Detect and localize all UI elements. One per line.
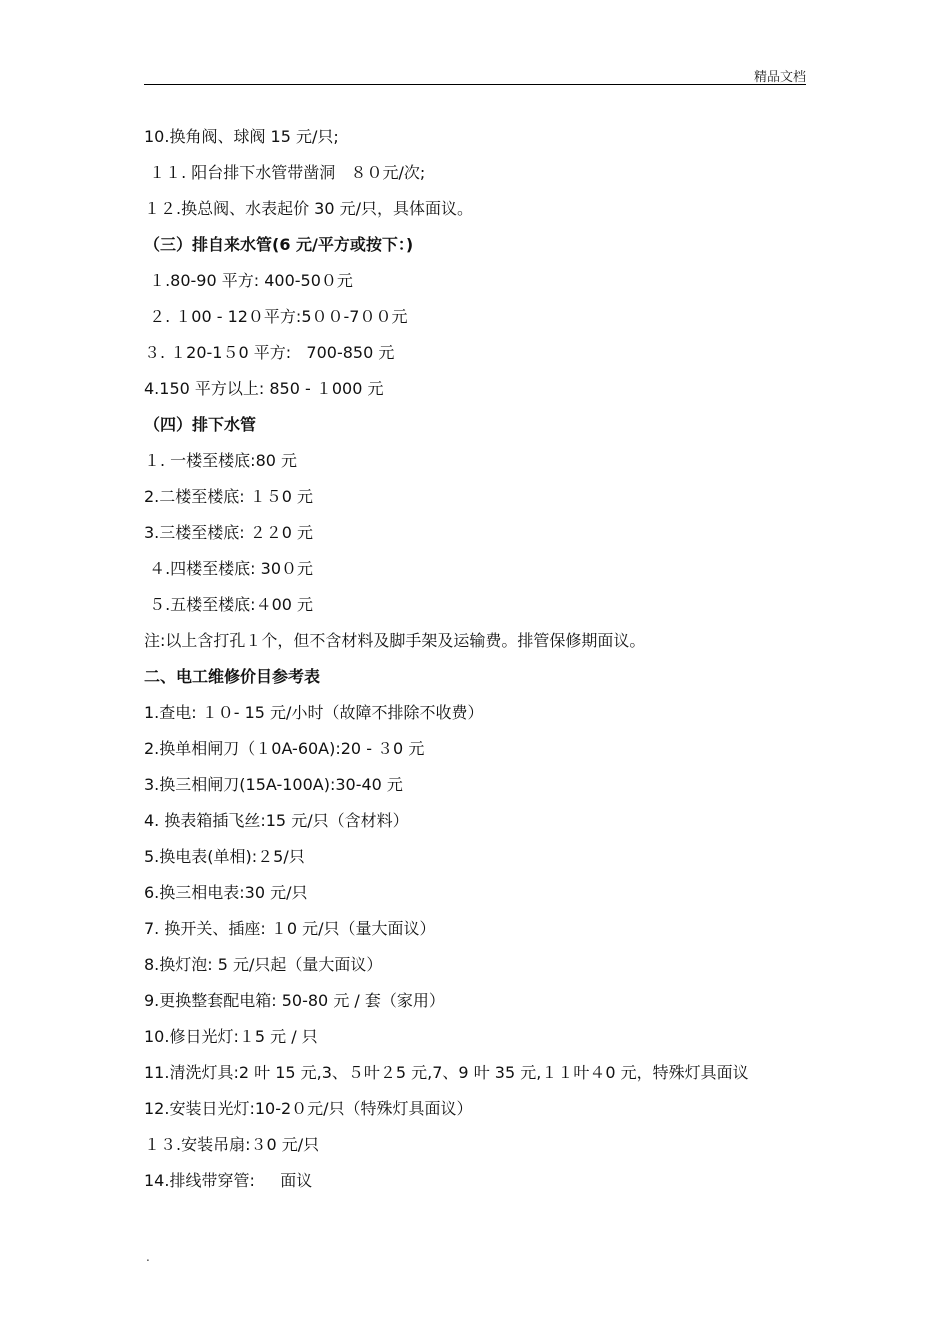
text-line: 注:以上含打孔１个，但不含材料及脚手架及运输费。排管保修期面议。 — [144, 631, 646, 650]
text-line: ２. １00 - 12０平方:5００-7００元 — [144, 307, 408, 326]
text-line: 1.查电: １０- 15 元/小时（故障不排除不收费） — [144, 703, 484, 722]
text-line: ５.五楼至楼底:４00 元 — [144, 595, 314, 614]
text-line: 9.更换整套配电箱: 50-80 元 / 套（家用） — [144, 991, 445, 1010]
text-line: 3.换三相闸刀(15A-100A):30-40 元 — [144, 775, 403, 794]
text-line: 2.换单相闸刀（１0A-60A):20 - ３0 元 — [144, 739, 425, 758]
text-line: 10.换角阀、球阀 15 元/只; — [144, 127, 339, 146]
text-line: １.80-90 平方: 400-50０元 — [144, 271, 353, 290]
text-line: 6.换三相电表:30 元/只 — [144, 883, 308, 902]
text-line: 10.修日光灯:１5 元 / 只 — [144, 1027, 318, 1046]
text-line: ４.四楼至楼底: 30０元 — [144, 559, 314, 578]
text-line: 4. 换表箱插飞丝:15 元/只（含材料） — [144, 811, 409, 830]
text-line: １３.安装吊扇:３0 元/只 — [144, 1135, 320, 1154]
section-heading: （三）排自来水管(6 元/平方或按下：) — [144, 235, 414, 254]
text-line: ３. １20-1５0 平方: 700-850 元 — [144, 343, 395, 362]
text-line: 11.清洗灯具:2 叶 15 元,3、５叶２5 元,7、9 叶 35 元,１１叶４0 元，特殊灯具面议 — [144, 1063, 749, 1082]
header-label: 精品文档 — [753, 70, 806, 85]
text-line: 8.换灯泡: 5 元/只起（量大面议） — [144, 955, 383, 974]
footer-mark: . — [146, 1250, 150, 1264]
text-line: 14.排线带穿管: 面议 — [144, 1171, 313, 1190]
section-heading: 二、电工维修价目参考表 — [144, 667, 321, 686]
text-line: １. 一楼至楼底:80 元 — [144, 451, 298, 470]
text-line: １１. 阳台排下水管带凿洞 ８０元/次; — [144, 163, 426, 182]
text-line: 5.换电表(单相):２5/只 — [144, 847, 305, 866]
text-line: 12.安装日光灯:10-2０元/只（特殊灯具面议） — [144, 1099, 473, 1118]
text-line: １２.换总阀、水表起价 30 元/只，具体面议。 — [144, 199, 474, 218]
section-heading: （四）排下水管 — [144, 415, 257, 434]
text-line: 3.三楼至楼底: ２２0 元 — [144, 523, 314, 542]
text-line: 7. 换开关、插座: １0 元/只（量大面议） — [144, 919, 436, 938]
text-line: 2.二楼至楼底: １５0 元 — [144, 487, 314, 506]
document-body — [144, 126, 806, 1206]
text-line: 4.150 平方以上: 850 - １000 元 — [144, 379, 384, 398]
header-divider — [144, 84, 806, 85]
